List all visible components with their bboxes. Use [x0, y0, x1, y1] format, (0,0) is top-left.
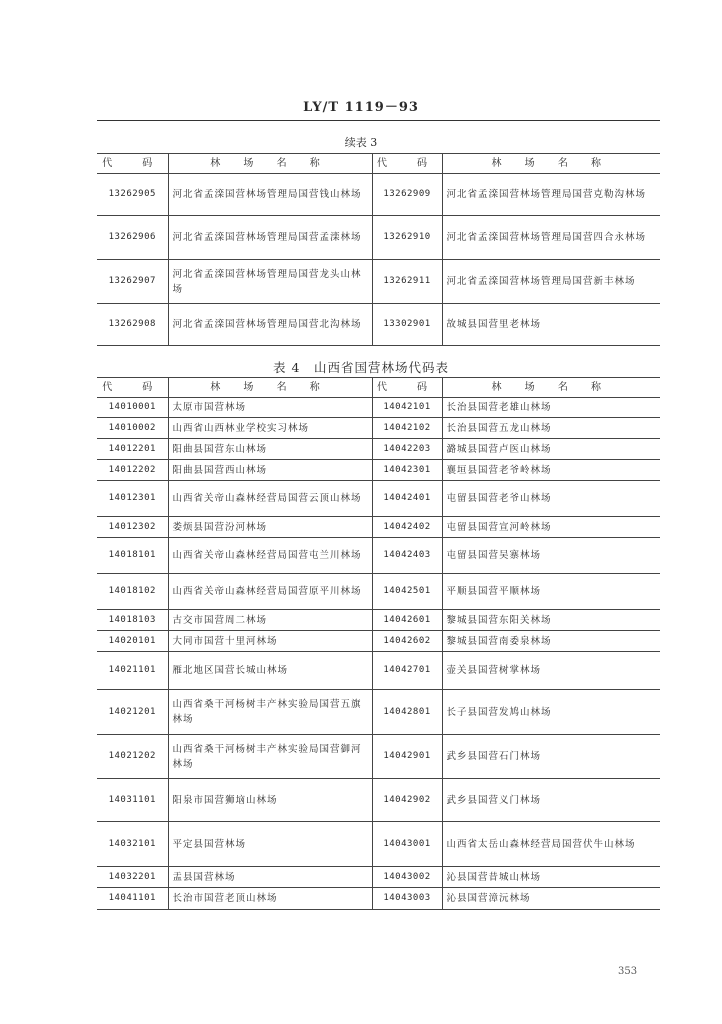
forest-farm-code: 14031101 [97, 779, 168, 822]
forest-farm-code: 14042801 [372, 690, 442, 735]
table-row [97, 779, 660, 822]
forest-farm-code: 14021201 [97, 690, 168, 735]
table-row [97, 174, 660, 216]
forest-farm-code: 14032101 [97, 822, 168, 867]
forest-farm-name: 河北省孟滦国营林场管理局国营北沟林场 [168, 304, 372, 346]
forest-farm-name: 武乡县国营义门林场 [442, 779, 660, 822]
column-header-code: 代 码 [97, 154, 168, 174]
forest-farm-code: 14018103 [97, 610, 168, 631]
forest-farm-code: 14018102 [97, 574, 168, 610]
table-row [97, 216, 660, 260]
forest-farm-name: 平顺县国营平顺林场 [442, 574, 660, 610]
forest-farm-name: 娄烦县国营汾河林场 [168, 517, 372, 538]
forest-farm-name: 山西省关帝山森林经营局国营云顶山林场 [168, 481, 372, 517]
forest-farm-code: 14042901 [372, 735, 442, 779]
forest-farm-code: 14041101 [97, 888, 168, 910]
forest-farm-name: 黎城县国营南委泉林场 [442, 631, 660, 652]
page-number: 353 [618, 966, 638, 977]
forest-farm-name: 长治市国营老顶山林场 [168, 888, 372, 910]
forest-farm-name: 平定县国营林场 [168, 822, 372, 867]
forest-farm-name: 沁县国营漳沅林场 [442, 888, 660, 910]
forest-farm-name: 阳泉市国营狮垴山林场 [168, 779, 372, 822]
forest-farm-name: 壶关县国营树掌林场 [442, 652, 660, 690]
table-header-row [97, 154, 660, 174]
forest-farm-code: 13262910 [372, 216, 442, 260]
table-row [97, 690, 660, 735]
forest-farm-code: 14012302 [97, 517, 168, 538]
forest-farm-code: 14010002 [97, 418, 168, 439]
forest-farm-code: 14021202 [97, 735, 168, 779]
forest-farm-name: 故城县国营里老林场 [442, 304, 660, 346]
forest-farm-code: 13262911 [372, 260, 442, 304]
forest-farm-name: 大同市国营十里河林场 [168, 631, 372, 652]
table-row [97, 652, 660, 690]
forest-farm-name: 河北省孟滦国营林场管理局国营四合永林场 [442, 216, 660, 260]
forest-farm-name: 襄垣县国营老爷岭林场 [442, 460, 660, 481]
column-header-name: 林 场 名 称 [442, 378, 660, 398]
forest-farm-name: 屯留县国营老爷山林场 [442, 481, 660, 517]
table-row [97, 574, 660, 610]
forest-farm-name: 长子县国营发鸠山林场 [442, 690, 660, 735]
forest-farm-code: 14012201 [97, 439, 168, 460]
forest-farm-name: 潞城县国营卢医山林场 [442, 439, 660, 460]
forest-farm-name: 河北省孟滦国营林场管理局国营龙头山林场 [168, 260, 372, 304]
forest-farm-code: 14042902 [372, 779, 442, 822]
table-3-continued [97, 153, 660, 346]
forest-farm-code: 13262907 [97, 260, 168, 304]
table-4-caption: 表 4 山西省国营林场代码表 [273, 360, 449, 375]
forest-farm-name: 山西省山西林业学校实习林场 [168, 418, 372, 439]
forest-farm-code: 13262906 [97, 216, 168, 260]
column-header-name: 林 场 名 称 [168, 378, 372, 398]
table-row [97, 538, 660, 574]
forest-farm-name: 长治县国营老雄山林场 [442, 398, 660, 418]
table-row [97, 517, 660, 538]
table-row [97, 481, 660, 517]
column-header-code: 代 码 [372, 378, 442, 398]
forest-farm-code: 13262905 [97, 174, 168, 216]
forest-farm-code: 14043002 [372, 867, 442, 888]
table-cont-caption: 续表 3 [344, 136, 378, 149]
table-row [97, 460, 660, 481]
forest-farm-name: 屯留县国营宣河岭林场 [442, 517, 660, 538]
forest-farm-name: 屯留县国营吴寨林场 [442, 538, 660, 574]
forest-farm-name: 雁北地区国营长城山林场 [168, 652, 372, 690]
forest-farm-name: 武乡县国营石门林场 [442, 735, 660, 779]
forest-farm-name: 山西省关帝山森林经营局国营原平川林场 [168, 574, 372, 610]
forest-farm-name: 长治县国营五龙山林场 [442, 418, 660, 439]
forest-farm-code: 14042403 [372, 538, 442, 574]
forest-farm-code: 14042501 [372, 574, 442, 610]
forest-farm-name: 太原市国营林场 [168, 398, 372, 418]
table-row [97, 822, 660, 867]
table-row [97, 888, 660, 910]
forest-farm-code: 14018101 [97, 538, 168, 574]
forest-farm-code: 14012202 [97, 460, 168, 481]
forest-farm-code: 14012301 [97, 481, 168, 517]
forest-farm-code: 14010001 [97, 398, 168, 418]
column-header-code: 代 码 [97, 378, 168, 398]
forest-farm-code: 13262908 [97, 304, 168, 346]
forest-farm-name: 阳曲县国营西山林场 [168, 460, 372, 481]
forest-farm-name: 山西省关帝山森林经营局国营屯兰川林场 [168, 538, 372, 574]
forest-farm-code: 14020101 [97, 631, 168, 652]
standard-header: LY/T 1119－93 [303, 100, 419, 115]
forest-farm-name: 河北省孟滦国营林场管理局国营钱山林场 [168, 174, 372, 216]
forest-farm-name: 山西省桑干河杨树丰产林实验局国营五旗林场 [168, 690, 372, 735]
table-row [97, 610, 660, 631]
forest-farm-name: 山西省桑干河杨树丰产林实验局国营御河林场 [168, 735, 372, 779]
table-4 [97, 377, 660, 910]
table-row [97, 631, 660, 652]
forest-farm-name: 河北省孟滦国营林场管理局国营克勒沟林场 [442, 174, 660, 216]
column-header-code: 代 码 [372, 154, 442, 174]
forest-farm-code: 14042602 [372, 631, 442, 652]
forest-farm-code: 14042301 [372, 460, 442, 481]
forest-farm-code: 14042401 [372, 481, 442, 517]
forest-farm-name: 沁县国营昔城山林场 [442, 867, 660, 888]
forest-farm-code: 14032201 [97, 867, 168, 888]
forest-farm-code: 14042601 [372, 610, 442, 631]
forest-farm-code: 14021101 [97, 652, 168, 690]
forest-farm-name: 黎城县国营东阳关林场 [442, 610, 660, 631]
table-row [97, 398, 660, 418]
forest-farm-name: 阳曲县国营东山林场 [168, 439, 372, 460]
header-rule [97, 120, 660, 121]
forest-farm-code: 13302901 [372, 304, 442, 346]
table-header-row [97, 378, 660, 398]
table-row [97, 735, 660, 779]
forest-farm-name: 古交市国营周二林场 [168, 610, 372, 631]
forest-farm-code: 14042101 [372, 398, 442, 418]
table-row [97, 439, 660, 460]
forest-farm-code: 14042402 [372, 517, 442, 538]
table-row [97, 418, 660, 439]
table-row [97, 867, 660, 888]
forest-farm-code: 14042102 [372, 418, 442, 439]
table-row [97, 260, 660, 304]
forest-farm-code: 13262909 [372, 174, 442, 216]
column-header-name: 林 场 名 称 [442, 154, 660, 174]
table-row [97, 304, 660, 346]
forest-farm-name: 山西省太岳山森林经营局国营伏牛山林场 [442, 822, 660, 867]
forest-farm-code: 14043003 [372, 888, 442, 910]
forest-farm-name: 河北省孟滦国营林场管理局国营新丰林场 [442, 260, 660, 304]
column-header-name: 林 场 名 称 [168, 154, 372, 174]
forest-farm-code: 14042203 [372, 439, 442, 460]
forest-farm-code: 14042701 [372, 652, 442, 690]
forest-farm-name: 河北省孟滦国营林场管理局国营孟滦林场 [168, 216, 372, 260]
forest-farm-name: 盂县国营林场 [168, 867, 372, 888]
forest-farm-code: 14043001 [372, 822, 442, 867]
